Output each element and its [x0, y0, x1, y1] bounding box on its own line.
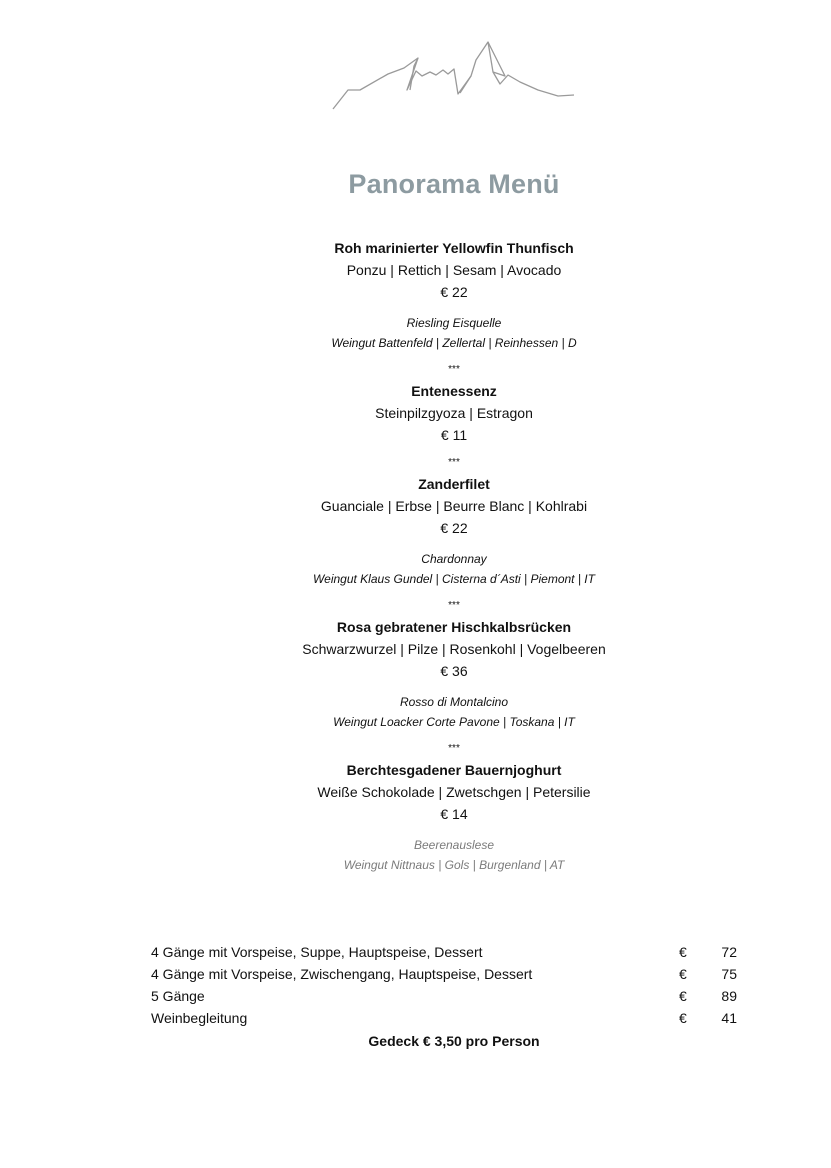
wine-origin: Weingut Battenfeld | Zellertal | Reinhessen | D — [331, 336, 577, 350]
wine-pairing — [0, 835, 831, 875]
wine-pairing — [0, 313, 831, 353]
option-currency: € — [679, 966, 687, 982]
course-item — [0, 617, 831, 732]
cover-charge: Gedeck € 3,50 pro Person — [368, 1033, 540, 1049]
course-separator: *** — [448, 600, 460, 611]
menu-options-table — [151, 941, 741, 1029]
course-list — [0, 238, 831, 875]
wine-name: Chardonnay — [421, 552, 487, 566]
dish-description: Ponzu | Rettich | Sesam | Avocado — [346, 262, 562, 278]
option-amount: 75 — [721, 966, 737, 982]
course-item — [0, 238, 831, 353]
option-currency: € — [679, 988, 687, 1004]
dish-price: € 36 — [440, 663, 468, 679]
course-separator: *** — [448, 364, 460, 375]
option-label: 5 Gänge — [151, 988, 205, 1004]
menu-option-row — [151, 1007, 741, 1029]
option-label: 4 Gänge mit Vorspeise, Suppe, Hauptspeise, Dessert — [151, 944, 483, 960]
dish-name: Entenessenz — [411, 383, 497, 399]
course-item — [0, 381, 831, 446]
dish-description: Schwarzwurzel | Pilze | Rosenkohl | Vogelbeeren — [302, 641, 606, 657]
wine-pairing — [0, 549, 831, 589]
menu-option-row — [151, 963, 741, 985]
wine-origin: Weingut Klaus Gundel | Cisterna d´Asti | Piemont | IT — [313, 572, 595, 586]
dish-description: Guanciale | Erbse | Beurre Blanc | Kohlrabi — [320, 498, 588, 514]
dish-price: € 11 — [440, 427, 468, 443]
option-label: Weinbegleitung — [151, 1010, 248, 1026]
course-separator: *** — [448, 743, 460, 754]
option-label: 4 Gänge mit Vorspeise, Zwischengang, Hauptspeise, Dessert — [151, 966, 533, 982]
wine-origin: Weingut Nittnaus | Gols | Burgenland | AT — [343, 858, 565, 872]
option-currency: € — [679, 944, 687, 960]
dish-name: Berchtesgadener Bauernjoghurt — [346, 762, 562, 778]
dish-description: Steinpilzgyoza | Estragon — [375, 405, 533, 421]
mountain-logo-icon — [330, 38, 578, 114]
dish-price: € 22 — [440, 284, 468, 300]
course-item — [0, 474, 831, 589]
wine-name: Rosso di Montalcino — [399, 695, 509, 709]
dish-price: € 14 — [440, 806, 468, 822]
menu-option-row — [151, 985, 741, 1007]
dish-name: Zanderfilet — [418, 476, 490, 492]
wine-name: Beerenauslese — [413, 838, 495, 852]
dish-price: € 22 — [440, 520, 468, 536]
page-title: Panorama Menü — [348, 169, 560, 199]
wine-name: Riesling Eisquelle — [406, 316, 502, 330]
dish-name: Rosa gebratener Hischkalbsrücken — [336, 619, 572, 635]
dish-description: Weiße Schokolade | Zwetschgen | Petersilie — [317, 784, 591, 800]
option-amount: 41 — [721, 1010, 737, 1026]
course-separator: *** — [448, 457, 460, 468]
menu-option-row — [151, 941, 741, 963]
wine-pairing — [0, 692, 831, 732]
wine-origin: Weingut Loacker Corte Pavone | Toskana | IT — [333, 715, 575, 729]
option-amount: 89 — [721, 988, 737, 1004]
option-currency: € — [679, 1010, 687, 1026]
course-item — [0, 760, 831, 875]
dish-name: Roh marinierter Yellowfin Thunfisch — [334, 240, 574, 256]
option-amount: 72 — [721, 944, 737, 960]
